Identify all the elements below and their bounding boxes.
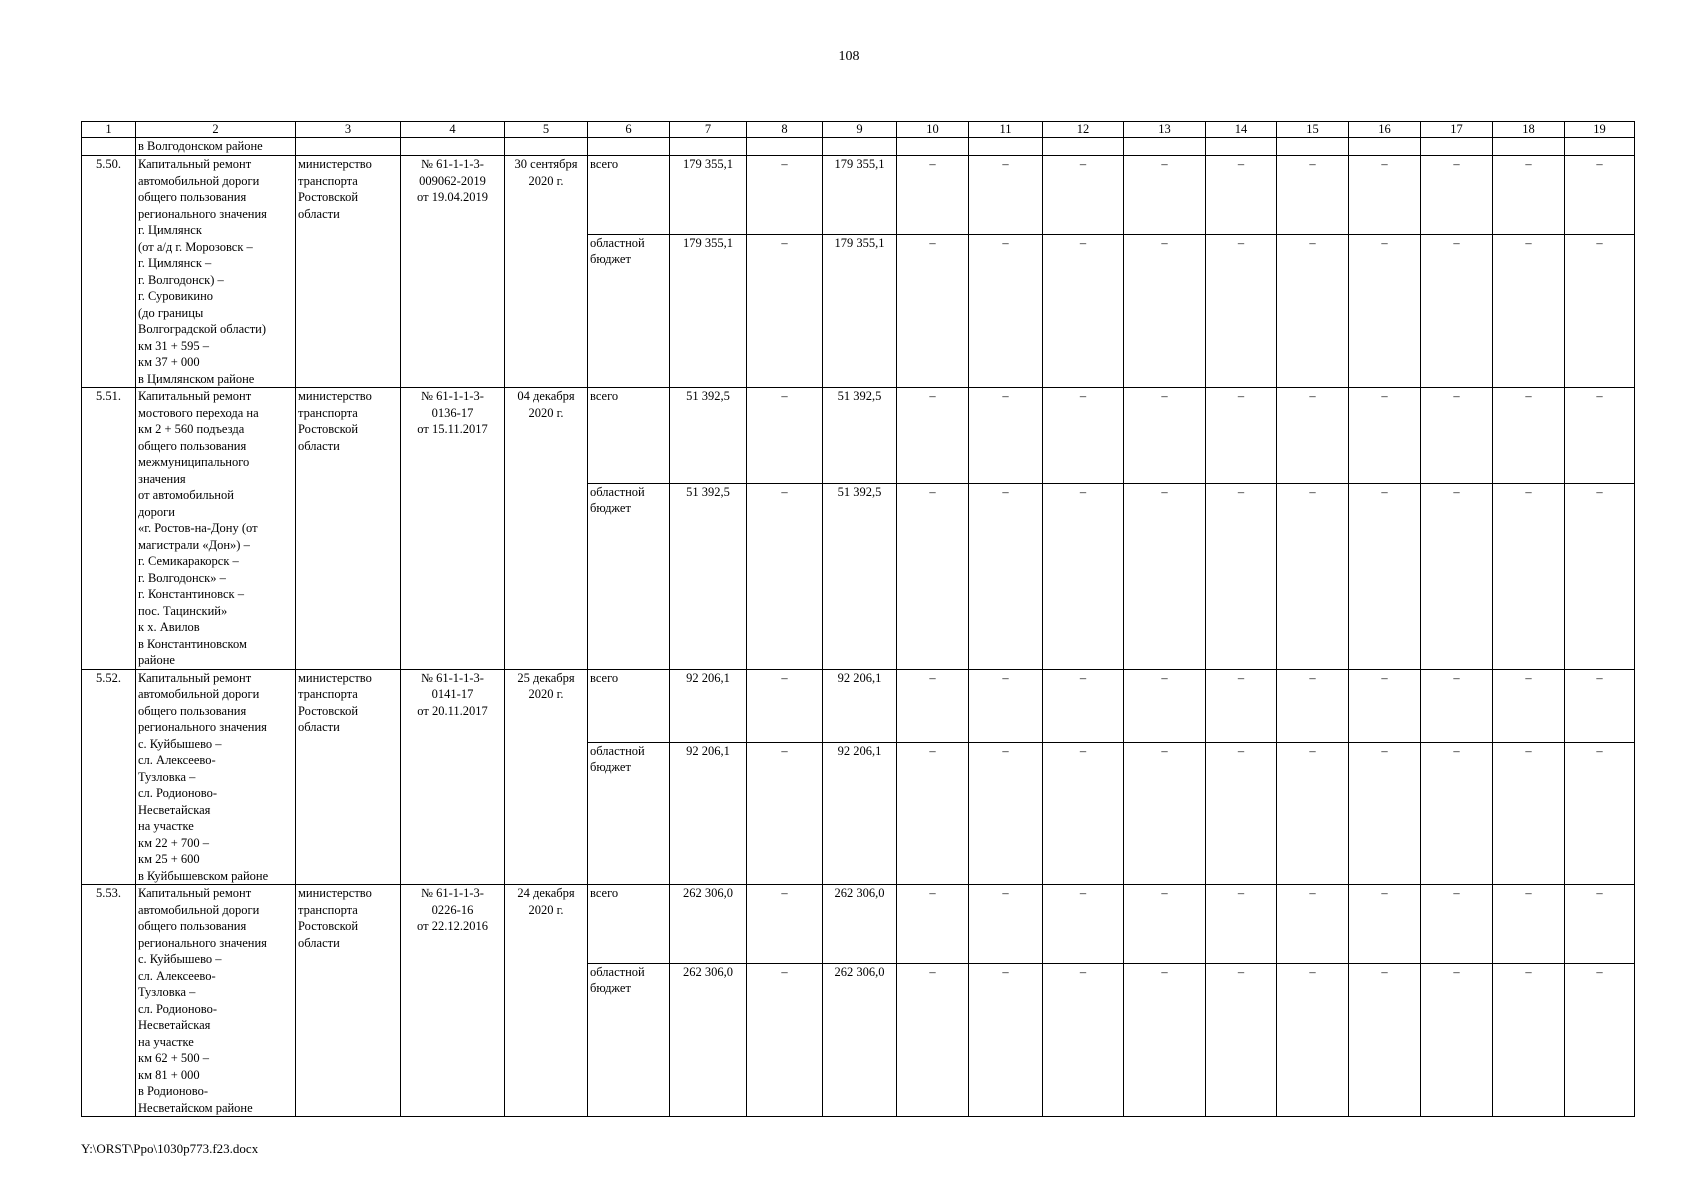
amount-cell: – [1493,669,1565,742]
amount-cell: – [1206,483,1277,669]
empty-cell [747,138,823,156]
customer-cell: министерство транспорта Ростовской области [296,885,401,1117]
table-row [82,156,1635,235]
continuation-text-cell: в Волгодонском районе [136,138,296,156]
amount-cell: 51 392,5 [823,388,897,484]
amount-cell: – [1349,963,1421,1116]
amount-cell: 92 206,1 [823,742,897,884]
amount-cell: – [747,885,823,964]
amount-cell: – [1421,156,1493,235]
amount-cell: – [1493,388,1565,484]
amount-cell: – [1043,156,1124,235]
amount-cell: 262 306,0 [823,885,897,964]
empty-cell [401,138,505,156]
amount-cell: – [1124,963,1206,1116]
amount-cell: 179 355,1 [823,234,897,387]
amount-cell: – [1043,388,1124,484]
funding-source-cell: всего [588,885,670,964]
amount-cell: – [1349,885,1421,964]
amount-cell: – [1349,669,1421,742]
amount-cell: – [969,483,1043,669]
column-number-cell: 17 [1421,122,1493,138]
column-number-cell: 11 [969,122,1043,138]
object-description-cell: Капитальный ремонт мостового перехода на км 2 + 560 подъезда общего пользования межмуниципального значения от автомобильной дороги «г. Ростов-на-Дону (от магистрали «Дон») – г. Семикаракорск – г. Волгодонск» – г. Константиновск – пос. Тацинский» к х. Авилов в Константиновском районе [136,388,296,670]
amount-cell: 51 392,5 [670,483,747,669]
amount-cell: – [1349,388,1421,484]
amount-cell: – [1277,669,1349,742]
amount-cell: – [1277,885,1349,964]
amount-cell: – [1565,742,1635,884]
expertise-document-cell: № 61-1-1-3- 0136-17 от 15.11.2017 [401,388,505,670]
amount-cell: – [1421,885,1493,964]
amount-cell: – [1565,388,1635,484]
amount-cell: – [1565,156,1635,235]
customer-cell: министерство транспорта Ростовской области [296,669,401,885]
expertise-document-cell: № 61-1-1-3- 0141-17 от 20.11.2017 [401,669,505,885]
amount-cell: – [1206,156,1277,235]
empty-cell [1565,138,1635,156]
amount-cell: – [747,742,823,884]
amount-cell: – [747,963,823,1116]
column-number-cell: 10 [897,122,969,138]
amount-cell: 262 306,0 [823,963,897,1116]
funding-source-cell: всего [588,669,670,742]
empty-cell [588,138,670,156]
amount-cell: – [897,234,969,387]
empty-cell [1349,138,1421,156]
amount-cell: – [897,742,969,884]
amount-cell: – [1421,963,1493,1116]
amount-cell: – [1043,963,1124,1116]
amount-cell: – [1349,483,1421,669]
empty-cell [1043,138,1124,156]
table-row [82,669,1635,742]
amount-cell: – [1124,234,1206,387]
amount-cell: – [1277,963,1349,1116]
amount-cell: – [969,742,1043,884]
column-number-row [82,122,1635,138]
amount-cell: – [1206,669,1277,742]
amount-cell: – [1565,963,1635,1116]
amount-cell: – [969,234,1043,387]
amount-cell: 51 392,5 [670,388,747,484]
amount-cell: – [1124,483,1206,669]
amount-cell: – [1421,483,1493,669]
amount-cell: – [747,156,823,235]
amount-cell: – [1349,156,1421,235]
expertise-document-cell: № 61-1-1-3- 0226-16 от 22.12.2016 [401,885,505,1117]
column-number-cell: 6 [588,122,670,138]
empty-cell [823,138,897,156]
deadline-cell: 24 декабря 2020 г. [505,885,588,1117]
amount-cell: – [1043,483,1124,669]
amount-cell: – [1124,669,1206,742]
amount-cell: – [897,885,969,964]
amount-cell: – [897,669,969,742]
amount-cell: – [1277,234,1349,387]
empty-cell [1277,138,1349,156]
empty-cell [1421,138,1493,156]
amount-cell: – [897,963,969,1116]
page-number: 108 [838,49,860,64]
amount-cell: – [1421,742,1493,884]
column-number-cell: 12 [1043,122,1124,138]
amount-cell: – [1277,388,1349,484]
object-description-cell: Капитальный ремонт автомобильной дороги общего пользования регионального значения с. Куйбышево – сл. Алексеево- Тузловка – сл. Родионово- Несветайская на участке км 62 + 500 – км 81 + 000 в Родионово- Несветайском районе [136,885,296,1117]
column-number-cell: 1 [82,122,136,138]
column-number-cell: 3 [296,122,401,138]
empty-cell [505,138,588,156]
amount-cell: – [1277,742,1349,884]
amount-cell: – [1565,234,1635,387]
amount-cell: – [1493,483,1565,669]
amount-cell: – [1043,234,1124,387]
amount-cell: – [1493,234,1565,387]
object-description-cell: Капитальный ремонт автомобильной дороги общего пользования регионального значения с. Куйбышево – сл. Алексеево- Тузловка – сл. Родионово- Несветайская на участке км 22 + 700 – км 25 + 600 в Куйбышевском районе [136,669,296,885]
amount-cell: – [1277,483,1349,669]
amount-cell: – [1206,234,1277,387]
table-row [82,388,1635,484]
column-number-cell: 15 [1277,122,1349,138]
customer-cell: министерство транспорта Ростовской области [296,156,401,388]
amount-cell: – [1493,963,1565,1116]
amount-cell: – [1421,234,1493,387]
empty-cell [1124,138,1206,156]
column-number-cell: 7 [670,122,747,138]
empty-cell [897,138,969,156]
amount-cell: – [1124,885,1206,964]
empty-cell [1206,138,1277,156]
amount-cell: – [1565,483,1635,669]
column-number-cell: 16 [1349,122,1421,138]
column-number-cell: 9 [823,122,897,138]
amount-cell: 262 306,0 [670,885,747,964]
column-number-cell: 18 [1493,122,1565,138]
amount-cell: 179 355,1 [670,234,747,387]
empty-cell [1493,138,1565,156]
amount-cell: – [747,483,823,669]
amount-cell: 92 206,1 [823,669,897,742]
column-number-cell: 13 [1124,122,1206,138]
empty-cell [969,138,1043,156]
amount-cell: 262 306,0 [670,963,747,1116]
column-number-cell: 4 [401,122,505,138]
amount-cell: 92 206,1 [670,742,747,884]
amount-cell: – [1565,669,1635,742]
amount-cell: – [1421,388,1493,484]
amount-cell: – [1043,669,1124,742]
amount-cell: – [747,669,823,742]
amount-cell: – [1277,156,1349,235]
amount-cell: – [1124,742,1206,884]
row-number-cell: 5.51. [82,388,136,670]
amount-cell: – [1565,885,1635,964]
amount-cell: – [1206,963,1277,1116]
amount-cell: – [1421,669,1493,742]
amount-cell: – [1124,388,1206,484]
amount-cell: – [969,963,1043,1116]
funding-source-cell: областной бюджет [588,483,670,669]
amount-cell: – [897,483,969,669]
amount-cell: – [1493,156,1565,235]
amount-cell: – [747,234,823,387]
amount-cell: – [969,669,1043,742]
empty-cell [670,138,747,156]
row-number-cell: 5.50. [82,156,136,388]
amount-cell: – [897,388,969,484]
row-number-cell: 5.53. [82,885,136,1117]
object-description-cell: Капитальный ремонт автомобильной дороги общего пользования регионального значения г. Цимлянск (от а/д г. Морозовск – г. Цимлянск – г. Волгодонск) – г. Суровикино (до границы Волгоградской области) км 31 + 595 – км 37 + 000 в Цимлянском районе [136,156,296,388]
amount-cell: – [969,885,1043,964]
amount-cell: 92 206,1 [670,669,747,742]
empty-cell [296,138,401,156]
customer-cell: министерство транспорта Ростовской области [296,388,401,670]
footer-file-path: Y:\ORST\Ppo\1030p773.f23.docx [81,1141,259,1156]
amount-cell: – [1043,742,1124,884]
amount-cell: – [1043,885,1124,964]
amount-cell: 179 355,1 [823,156,897,235]
amount-cell: – [1124,156,1206,235]
amount-cell: – [1206,885,1277,964]
amount-cell: – [1206,742,1277,884]
column-number-cell: 19 [1565,122,1635,138]
amount-cell: – [1349,742,1421,884]
continuation-row [82,138,1635,156]
funding-source-cell: областной бюджет [588,963,670,1116]
expertise-document-cell: № 61-1-1-3- 009062-2019 от 19.04.2019 [401,156,505,388]
deadline-cell: 25 декабря 2020 г. [505,669,588,885]
amount-cell: – [1493,742,1565,884]
deadline-cell: 04 декабря 2020 г. [505,388,588,670]
amount-cell: – [969,156,1043,235]
row-number-cell: 5.52. [82,669,136,885]
amount-cell: – [1206,388,1277,484]
empty-cell [82,138,136,156]
table-row [82,885,1635,964]
amount-cell: 179 355,1 [670,156,747,235]
funding-source-cell: областной бюджет [588,234,670,387]
budget-table [81,121,1635,1117]
deadline-cell: 30 сентября 2020 г. [505,156,588,388]
amount-cell: – [747,388,823,484]
column-number-cell: 2 [136,122,296,138]
funding-source-cell: областной бюджет [588,742,670,884]
column-number-cell: 14 [1206,122,1277,138]
funding-source-cell: всего [588,388,670,484]
funding-source-cell: всего [588,156,670,235]
amount-cell: – [897,156,969,235]
amount-cell: 51 392,5 [823,483,897,669]
amount-cell: – [969,388,1043,484]
amount-cell: – [1493,885,1565,964]
column-number-cell: 5 [505,122,588,138]
column-number-cell: 8 [747,122,823,138]
amount-cell: – [1349,234,1421,387]
